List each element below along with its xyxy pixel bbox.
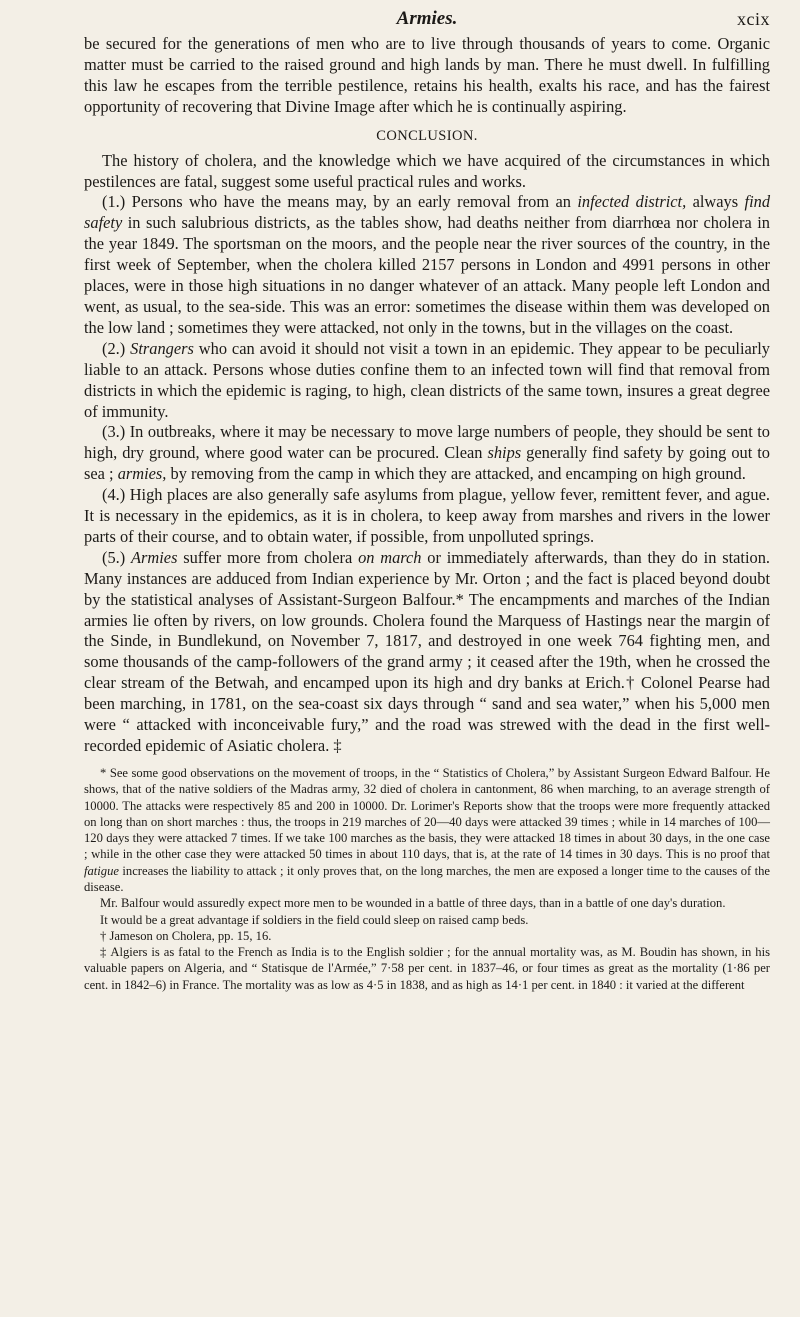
footnote-star-continued: Mr. Balfour would assuredly expect more men to be wounded in a battle of three days, than in a battle of one day's duration. <box>100 896 726 911</box>
rule-text: generally find safety by going out to sea ; <box>84 443 770 484</box>
conclusion-intro: The history of cholera, and the knowledge which we have acquired of the circumstances in which pestilences are fatal, suggest some useful practical rules and works. <box>84 150 770 191</box>
page-number: xcix <box>737 9 770 29</box>
intro-paragraph: be secured for the generations of men who are to live through thousands of years to come. Organic matter must be carried to the raised ground and high lands by man. There he must dwell. In fulfilling this law he escapes from the terrible pestilence, retains his health, exalts his race, and has the fairest opportunity of recovering that Divine Image after which he is continually aspiring. <box>84 34 770 116</box>
rule-3 <box>84 422 770 485</box>
rule-number: (1.) <box>102 192 126 212</box>
rule-emphasis: infected district, <box>577 192 687 212</box>
body-text <box>84 34 770 757</box>
rule-emphasis: on march <box>358 547 422 567</box>
footnote-text: increases the liability to attack ; it only proves that, on the long marches, the men are exposed a longer time to the causes of the disease. <box>84 863 770 894</box>
rule-emphasis: ships <box>487 443 522 463</box>
footnote-text: * See some good observations on the movement of troops, in the “ Statistics of Cholera,” by Assistant Surgeon Edward Balfour. He shows, that of the native soldiers of the Madras army, 32 died of cholera in cantonment, 86 when marching, to an average strength of 10000. The attacks were respectively 85 and 200 in 10000. Dr. Lorimer's Reports show that the troops were more frequently attacked on long than on short marches : thus, the troops in 219 marches of 20—40 days were attacked 39 times ; while in 14 marches of 100—120 days they were attacked 7 times. If we take 100 marches as the basis, they were attacked 18 times in about 30 days, in the one case ; while in the other case they were attacked 50 times in about 110 days, that is, at the rate of 14 times in 30 days. This is no proof that <box>84 765 770 862</box>
rule-text: in such salubrious districts, as the tables show, had deaths neither from diarrhœa nor cholera in the year 1849. The sportsman on the moors, and the people near the river sources of the country, in the first week of September, when the cholera killed 2157 persons in London and 4991 persons in other places, were in those high situations in no danger whatever of an attack. Many people left London and went, as usual, to the sea-side. This was an error: sometimes the disease within them was developed on the low land ; sometimes they were attacked, not only in the towns, but in the villages on the coast. <box>84 213 770 337</box>
rule-number: (2.) <box>102 338 126 358</box>
footnote-dagger: † Jameson on Cholera, pp. 15, 16. <box>100 928 272 943</box>
rule-text: suffer more from cholera <box>177 547 359 567</box>
rule-emphasis: armies, <box>117 464 167 484</box>
rule-text: High places are also generally safe asylums from plague, yellow fever, remittent fever, and ague. It is necessary in the epidemics, as it is in cholera, to keep away from marshes and rivers in the lower parts of their course, and to obtain water, if possible, from unpolluted springs. <box>84 485 770 546</box>
rule-4 <box>84 485 770 548</box>
rule-emphasis: find safety <box>84 192 771 233</box>
rule-5 <box>84 548 770 757</box>
rule-2 <box>84 339 770 423</box>
rule-text: always <box>686 192 745 212</box>
rule-text: or immediately afterwards, than they do in station. Many instances are adduced from Indian experience by Mr. Orton ; and the fact is placed beyond doubt by the statistical analyses of Assistant-Surgeon Balfour.* The encampments and marches of the Indian armies lie often by rivers, on low grounds. Cholera found the Marquess of Hastings near the margin of the Sinde, in Bundlekund, on November 7, 1817, and destroyed in one week 764 fighting men, and some thousands of the camp-followers of the grand army ; it ceased after the 19th, when he crossed the clear stream of the Betwah, and encamped upon its high and dry banks at Erich.† Colonel Pearse had been marching, in 1781, on the sea-coast six days through “ sand and sea water,” when his 5,000 men were “ attacked with inconceivable fury,” and the road was strewed with the dead in the first well-recorded epidemic of Asiatic cholera. ‡ <box>84 547 770 755</box>
footnotes <box>84 765 770 993</box>
footnote-emphasis: fatigue <box>84 863 119 878</box>
rule-number: (5.) <box>102 547 126 567</box>
running-head <box>84 6 770 34</box>
rule-number: (4.) <box>102 485 126 505</box>
rule-emphasis: Armies <box>131 547 178 567</box>
footnote-star-continued-2: It would be a great advantage if soldiers in the field could sleep on raised camp beds. <box>100 912 529 927</box>
rule-emphasis: Strangers <box>130 338 194 358</box>
footnote-double-dagger: ‡ Algiers is as fatal to the French as India is to the English soldier ; for the annual mortality was, as M. Boudin has shown, in his valuable papers on Algeria, and “ Statisque de l'Armée,” 7·58 per cent. in 1837–46, or four times as great as the mortality (1·86 per cent. in 1842–6) in France. The mortality was as low as 4·5 in 1838, and as high as 14·1 per cent. in 1840 : it varied at the different <box>84 945 770 992</box>
rule-text: Persons who have the means may, by an early removal from an <box>125 192 578 212</box>
rule-text: In outbreaks, where it may be necessary to move large numbers of people, they should be sent to high, dry ground, where good water can be procured. Clean <box>84 422 770 463</box>
rule-text: who can avoid it should not visit a town in an epidemic. They appear to be peculiarly liable to an attack. Persons whose duties confine them to an infected town will find that removal from districts in which the epidemic is raging, to high, clean districts of the same town, insures a great degree of immunity. <box>84 338 770 421</box>
section-heading: CONCLUSION. <box>376 127 478 144</box>
running-title: Armies. <box>396 8 458 29</box>
rule-text: by removing from the camp in which they are attacked, and encamping on high ground. <box>166 464 746 484</box>
footnote-star <box>84 765 770 895</box>
rule-1 <box>84 192 770 338</box>
rule-number: (3.) <box>102 422 126 442</box>
